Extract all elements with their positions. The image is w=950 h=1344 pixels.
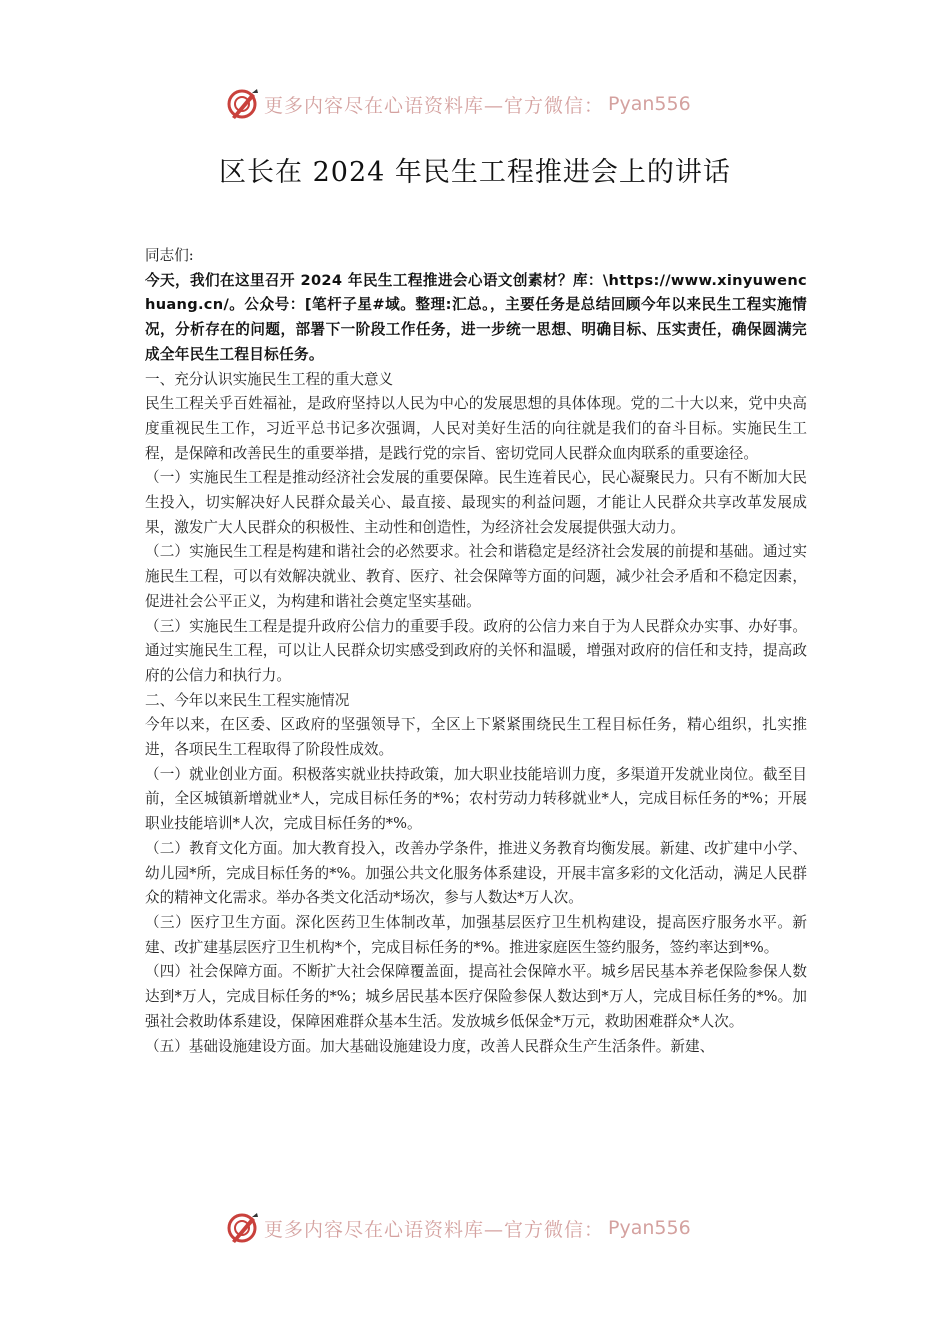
document-title: 区长在 2024 年民生工程推进会上的讲话 (219, 157, 731, 188)
paragraph: （一）就业创业方面。积极落实就业扶持政策，加大职业技能培训力度，多渠道开发就业岗位。截至目前，全区城镇新增就业*人，完成目标任务的*%；农村劳动力转移就业*人，完成目标任务的*%；开展职业技能培训*人次，完成目标任务的*%。 (145, 765, 807, 833)
paragraph: （一）实施民生工程是推动经济社会发展的重要保障。民生连着民心，民心凝聚民力。只有不断加大民生投入，切实解决好人民群众最关心、最直接、最现实的利益问题，才能让人民群众共享改革发展成果，激发广大人民群众的积极性、主动性和创造性，为经济社会发展提供强大动力。 (145, 469, 807, 536)
paragraph: （四）社会保障方面。不断扩大社会保障覆盖面，提高社会保障水平。城乡居民基本养老保险参保人数达到*万人，完成目标任务的*%；城乡居民基本医疗保险参保人数达到*万人，完成目标任务的*%。加强社会救助体系建设，保障困难群众基本生活。发放城乡低保金*万元，救助困难群众*人次。 (145, 963, 807, 1030)
paragraph: （二）实施民生工程是构建和谐社会的必然要求。社会和谐稳定是经济社会发展的前提和基础。通过实施民生工程，可以有效解决就业、教育、医疗、社会保障等方面的问题，减少社会矛盾和不稳定因素，促进社会公平正义，为构建和谐社会奠定坚实基础。 (145, 543, 807, 610)
banner-text: 更多内容尽在心语资料库—官方微信： (264, 94, 605, 117)
paragraph: （五）基础设施建设方面。加大基础设施建设力度，改善人民群众生产生活条件。新建、 (145, 1037, 715, 1055)
pen-logo-icon (226, 87, 260, 121)
document-body (145, 244, 807, 1059)
paragraph: 今年以来，在区委、区政府的坚强领导下，全区上下紧紧围绕民生工程目标任务，精心组织，扎实推进，各项民生工程取得了阶段性成效。 (145, 716, 807, 759)
footer-watermark-banner (0, 1206, 950, 1250)
intro-paragraph: 今天，我们在这里召开 2024 年民生工程推进会心语文创素材？库：\https://www.xinyuwenchuang.cn/。公众号：[笔杆子星#域。整理:汇总。，主要任务是总结回顾今年以来民生工程实施情况，分析存在的问题，部署下一阶段工作任务，进一步统一思想、明确目标、压实责任，确保圆满完成全年民生工程目标任务。 (145, 271, 807, 363)
pen-logo-icon (226, 1211, 260, 1245)
header-watermark-banner (0, 82, 950, 126)
paragraph: 民生工程关乎百姓福祉，是政府坚持以人民为中心的发展思想的具体体现。党的二十大以来，党中央高度重视民生工作，习近平总书记多次强调，人民对美好生活的向往就是我们的奋斗目标。实施民生工程，是保障和改善民生的重要举措，是践行党的宗旨、密切党同人民群众血肉联系的重要途径。 (145, 395, 807, 462)
section-heading: 一、充分认识实施民生工程的重大意义 (145, 370, 394, 388)
banner-text: 更多内容尽在心语资料库—官方微信： (264, 1218, 605, 1241)
paragraph: （二）教育文化方面。加大教育投入，改善办学条件，推进义务教育均衡发展。新建、改扩建中小学、幼儿园*所，完成目标任务的*%。加强公共文化服务体系建设，开展丰富多彩的文化活动，满足人民群众的精神文化需求。举办各类文化活动*场次，参与人数达*万人次。 (145, 839, 807, 907)
banner-wechat-id: Pyan556 (608, 1217, 691, 1239)
paragraph: （三）医疗卫生方面。深化医药卫生体制改革，加强基层医疗卫生机构建设，提高医疗服务水平。新建、改扩建基层医疗卫生机构*个，完成目标任务的*%。推进家庭医生签约服务，签约率达到*%。 (145, 913, 807, 956)
paragraph: （三）实施民生工程是提升政府公信力的重要手段。政府的公信力来自于为人民群众办实事、办好事。通过实施民生工程，可以让人民群众切实感受到政府的关怀和温暖，增强对政府的信任和支持，提高政府的公信力和执行力。 (145, 617, 807, 684)
section-heading: 二、今年以来民生工程实施情况 (145, 691, 350, 709)
banner-wechat-id: Pyan556 (608, 93, 691, 115)
salutation: 同志们: (145, 247, 194, 264)
